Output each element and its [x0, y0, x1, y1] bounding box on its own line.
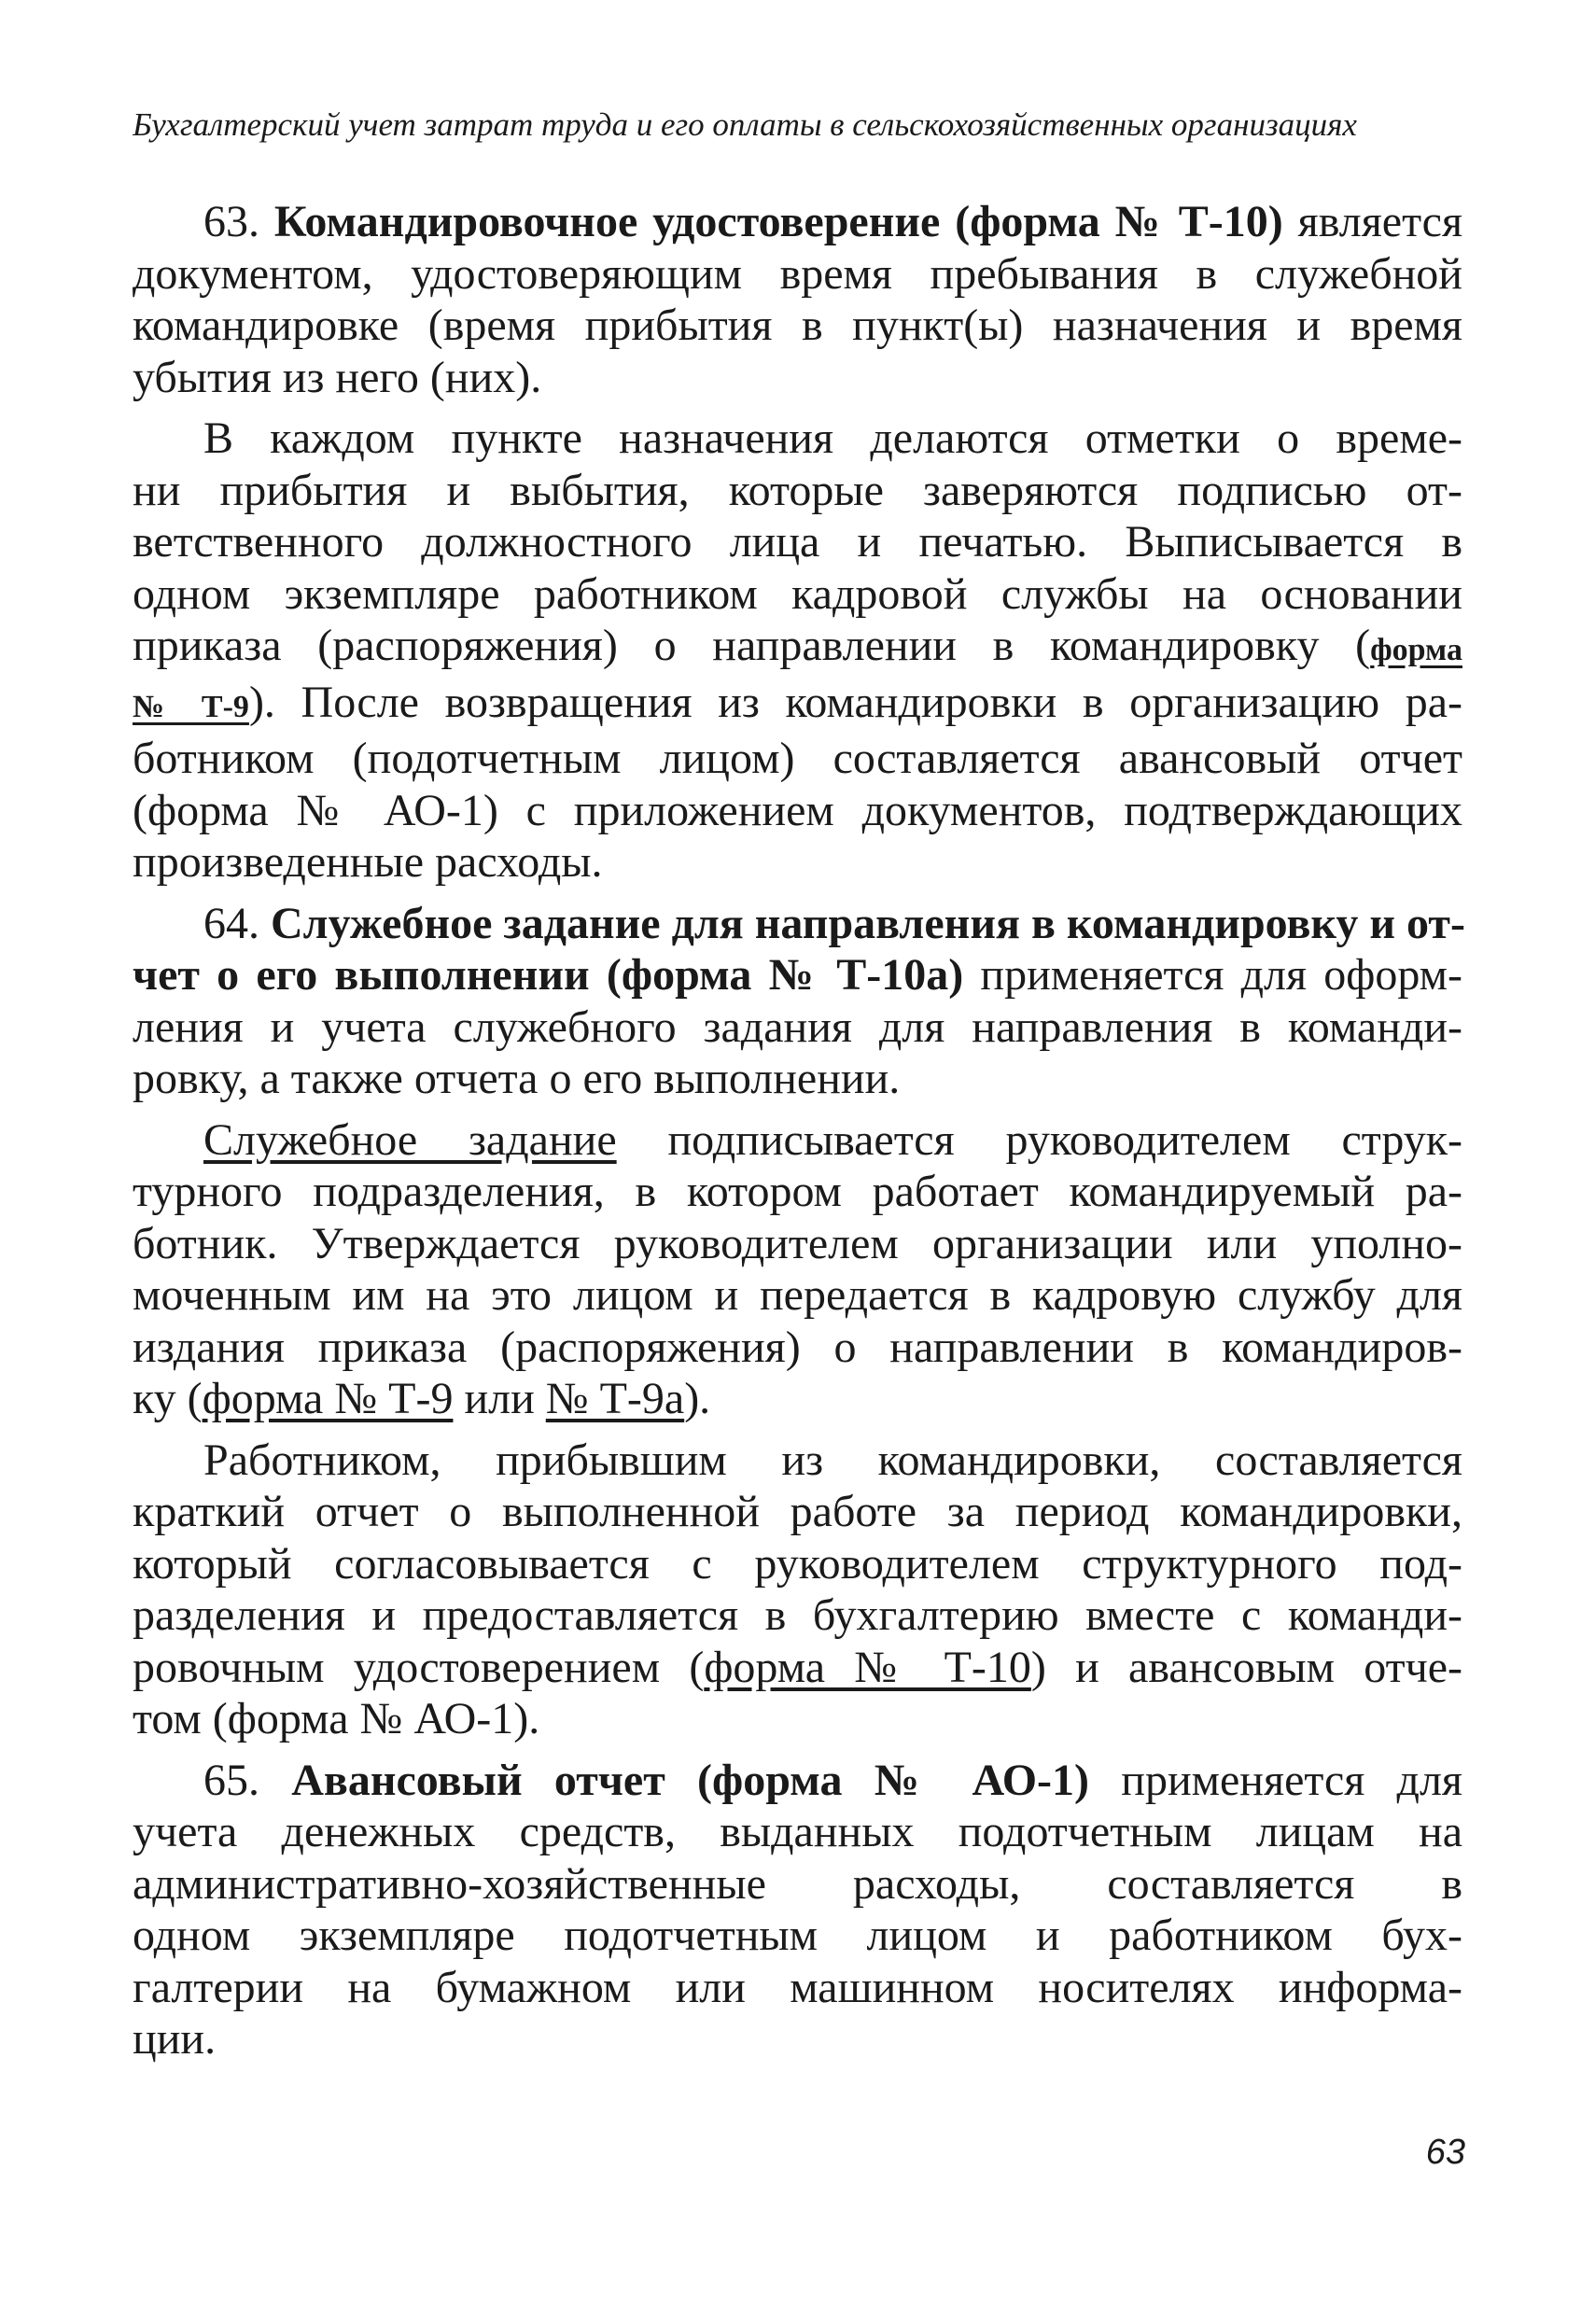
text-line: ровку, а также отчета о его выполнении.	[133, 1054, 901, 1103]
service-task-link[interactable]: Служебное задание	[203, 1114, 617, 1165]
text-span: подписывается руководителем струк-	[667, 1114, 1463, 1165]
item-number: 63.	[203, 197, 259, 246]
text-span: является	[1297, 197, 1463, 246]
paragraph-65	[133, 1755, 1462, 2065]
text-line: моченным им на это лицом и передается в кадровую службу для	[133, 1270, 1462, 1320]
text-span: ) и авансовым отче-	[1030, 1642, 1462, 1692]
text-span: ровочным удостоверением (	[133, 1642, 705, 1692]
text-line	[133, 196, 1462, 248]
bold-term: чет о его выполнении (форма № Т-10а)	[133, 950, 964, 1000]
form-t9-link[interactable]: форма	[1370, 633, 1462, 667]
text-line	[133, 677, 1462, 734]
form-t9-link[interactable]: форма № Т-9	[202, 1374, 454, 1423]
body-text	[133, 196, 1465, 2075]
bold-term: Служебное задание для направления в командировку и от-	[271, 898, 1465, 948]
paragraph-64	[133, 898, 1465, 1105]
text-line: В каждом пункте назначения делаются отметки о време-	[203, 413, 1462, 463]
text-line: том (форма № АО-1).	[133, 1694, 540, 1743]
page-number: 63	[1425, 2133, 1465, 2172]
bold-term: Авансовый отчет (форма № АО-1)	[291, 1755, 1090, 1805]
paragraph-64-report	[133, 1435, 1462, 1745]
form-t9a-link[interactable]: № Т-9а	[545, 1374, 685, 1423]
text-line	[133, 1114, 1462, 1167]
text-span: применяется для	[1121, 1755, 1462, 1805]
text-line: убытия из него (них).	[133, 352, 542, 402]
text-line: ботником (подотчетным лицом) составляется авансовый отчет	[133, 734, 1462, 783]
running-header: Бухгалтерский учет затрат труда и его оплаты в сельскохозяйственных организациях	[133, 106, 1357, 143]
text-line: издания приказа (распоряжения) о направлении в командиров-	[133, 1322, 1462, 1372]
paragraph-64-task	[133, 1114, 1462, 1425]
text-line: турного подразделения, в котором работает командируемый ра-	[133, 1167, 1462, 1216]
text-line: ботник. Утверждается руководителем организации или уполно-	[133, 1218, 1462, 1268]
text-line: учета денежных средств, выданных подотчетным лицам на	[133, 1807, 1462, 1856]
text-line: Работником, прибывшим из командировки, составляется	[203, 1435, 1462, 1485]
text-line: документом, удостоверяющим время пребывания в служебной	[133, 248, 1462, 299]
text-line: ветственного должностного лица и печатью. Выписывается в	[133, 517, 1462, 567]
text-line	[133, 949, 1462, 1001]
text-line: (форма № АО-1) с приложением документов, подтверждающих	[133, 785, 1462, 835]
bold-term: Командировочное удостоверение (форма № Т-10)	[273, 197, 1283, 246]
form-t9-link[interactable]: № Т-9	[133, 689, 249, 724]
text-span: или	[453, 1374, 546, 1423]
text-line: галтерии на бумажном или машинном носителях информа-	[133, 1962, 1462, 2012]
text-line: ни прибытия и выбытия, которые заверяются подписью от-	[133, 465, 1462, 515]
text-line: одном экземпляре подотчетным лицом и работником бух-	[133, 1911, 1462, 1960]
text-span: ).	[684, 1374, 711, 1423]
text-line: административно-хозяйственные расходы, составляется в	[133, 1858, 1462, 1909]
text-line	[133, 898, 1465, 950]
text-line	[133, 1373, 1462, 1425]
text-line	[133, 1755, 1462, 1807]
item-number: 64.	[203, 898, 259, 948]
text-span: ку (	[133, 1374, 203, 1423]
text-line: краткий отчет о выполненной работе за период командировки,	[133, 1487, 1462, 1536]
text-span: ). После возвращения из командировки в организацию ра-	[248, 677, 1462, 727]
text-span: применяется для оформ-	[980, 950, 1463, 1000]
item-number: 65.	[203, 1755, 259, 1805]
text-line: командировке (время прибытия в пункт(ы) назначения и время	[133, 301, 1462, 350]
text-line: который согласовывается с руководителем структурного под-	[133, 1538, 1462, 1589]
text-line: произведенные расходы.	[133, 837, 603, 887]
paragraph-63-details	[133, 413, 1462, 889]
paragraph-63	[133, 196, 1462, 403]
text-line	[133, 1642, 1462, 1694]
text-line: ции.	[133, 2014, 217, 2064]
form-t10-link[interactable]: форма № Т-10	[704, 1642, 1031, 1692]
text-line: разделения и предоставляется в бухгалтерию вместе с команди-	[133, 1590, 1462, 1640]
text-line	[133, 620, 1462, 677]
text-span: приказа (распоряжения) о направлении в командировку (	[133, 621, 1371, 670]
text-line: ления и учета служебного задания для направления в команди-	[133, 1001, 1462, 1052]
text-line: одном экземпляре работником кадровой службы на основании	[133, 568, 1462, 619]
